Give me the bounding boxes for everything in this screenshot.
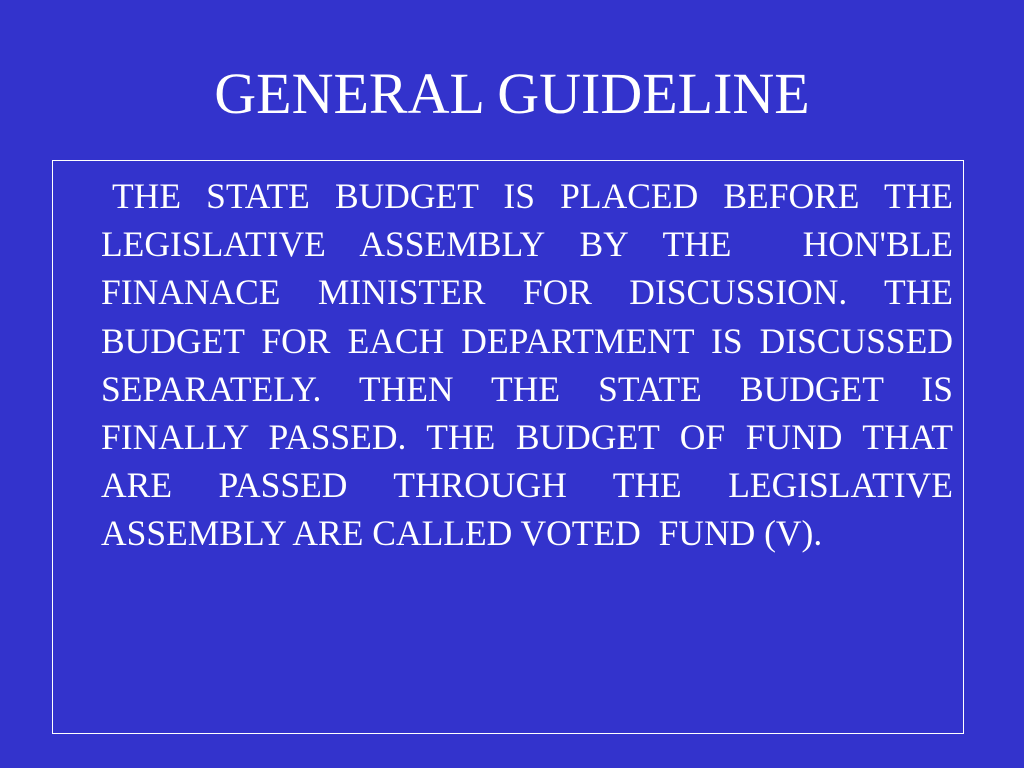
slide-title: GENERAL GUIDELINE	[214, 61, 810, 126]
body-text: THE STATE BUDGET IS PLACED BEFORE THE LEGISLATIVE ASSEMBLY BY THE HON'BLE FINANACE MINISTER FOR DISCUSSION. THE BUDGET FOR EACH DEPARTMENT IS DISCUSSED SEPARATELY. THEN THE STATE BUDGET IS FINALLY PASSED. THE BUDGET OF FUND THAT ARE PASSED THROUGH THE LEGISLATIVE ASSEMBLY ARE CALLED VOTED FUND (V).	[101, 176, 962, 554]
content-box	[52, 160, 964, 734]
